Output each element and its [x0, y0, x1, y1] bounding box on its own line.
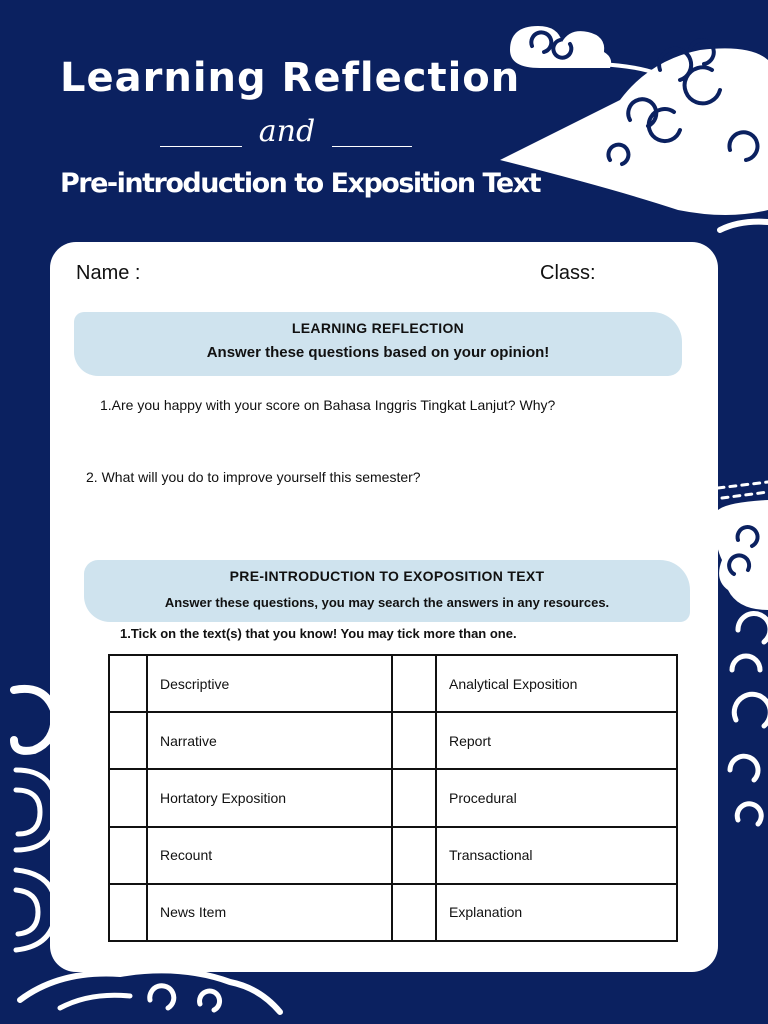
text-type-label: Procedural — [436, 769, 677, 826]
tick-box[interactable] — [109, 884, 147, 941]
tick-box[interactable] — [109, 655, 147, 712]
text-type-label: Report — [436, 712, 677, 769]
reflection-subtitle: Answer these questions based on your opinion! — [206, 344, 550, 361]
table-row — [109, 827, 677, 884]
tick-box[interactable] — [392, 712, 436, 769]
connector-word: and — [258, 114, 316, 149]
text-type-label: Recount — [147, 827, 392, 884]
table-row — [109, 712, 677, 769]
connector-line-left — [160, 146, 242, 147]
tick-box[interactable] — [392, 655, 436, 712]
table-row — [109, 769, 677, 826]
worksheet-card — [50, 242, 718, 972]
tick-box[interactable] — [392, 769, 436, 826]
preintro-instruction: 1.Tick on the text(s) that you know! You may tick more than one. — [120, 626, 517, 641]
reflection-title: LEARNING REFLECTION — [291, 320, 465, 336]
tick-box[interactable] — [109, 827, 147, 884]
tick-box[interactable] — [109, 712, 147, 769]
reflection-question-1: 1.Are you happy with your score on Bahasa Inggris Tingkat Lanjut? Why? — [100, 397, 556, 413]
name-label: Name : — [76, 262, 141, 284]
page-title: Learning Reflection — [60, 55, 521, 101]
tick-box[interactable] — [392, 884, 436, 941]
class-label: Class: — [540, 262, 596, 284]
page-subtitle: Pre-introduction to Exposition Text — [60, 168, 540, 199]
tick-box[interactable] — [392, 827, 436, 884]
text-type-label: Narrative — [147, 712, 392, 769]
text-type-label: Analytical Exposition — [436, 655, 677, 712]
text-type-label: Explanation — [436, 884, 677, 941]
reflection-header-brush — [74, 312, 682, 376]
table-row — [109, 655, 677, 712]
text-type-label: Transactional — [436, 827, 677, 884]
tick-box[interactable] — [109, 769, 147, 826]
preintro-subtitle: Answer these questions, you may search the answers in any resources. — [164, 595, 610, 610]
text-type-table — [108, 654, 678, 942]
title-connector — [160, 112, 412, 162]
table-row — [109, 884, 677, 941]
text-type-label: News Item — [147, 884, 392, 941]
preintro-title: PRE-INTRODUCTION TO EXOPOSITION TEXT — [229, 568, 545, 584]
text-type-label: Hortatory Exposition — [147, 769, 392, 826]
reflection-question-2: 2. What will you do to improve yourself this semester? — [86, 469, 421, 485]
connector-line-right — [332, 146, 412, 147]
cloud-swirl-top-right-icon — [480, 10, 768, 240]
text-type-label: Descriptive — [147, 655, 392, 712]
preintro-header-brush — [84, 560, 690, 622]
